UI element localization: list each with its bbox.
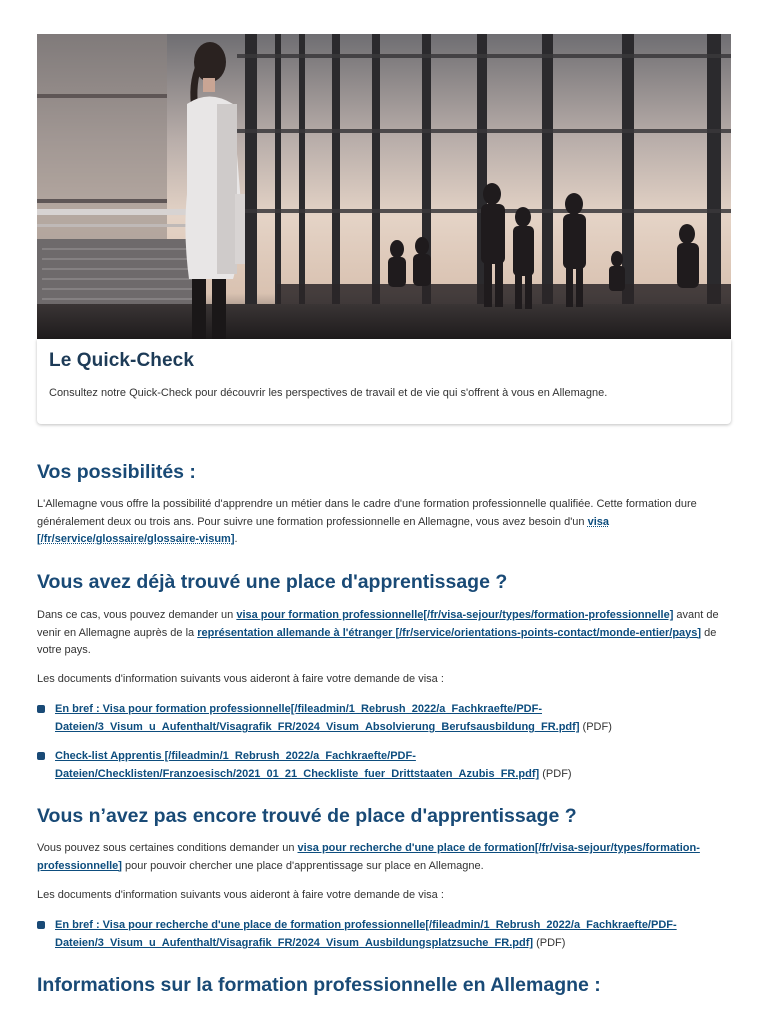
quick-check-title[interactable]: Le Quick-Check: [49, 350, 195, 371]
text-b: avant de venir en Allemagne auprès de la: [37, 609, 719, 639]
link-pdf-checklist-apprentis[interactable]: Check-list Apprentis [/fileadmin/1_Rebrush_2022/a_Fachkraefte/PDF-Dateien/Checklisten/Franzoesisch/2021_01_21_Checkliste_fuer_Drittstaaten_Azubis_FR.pdf]: [55, 750, 540, 780]
docs-intro-2: Les documents d'information suivants vous aideront à faire votre demande de visa :: [37, 889, 444, 901]
paragraph-place-non-trouvee: [37, 840, 731, 875]
bullet-icon: [37, 705, 45, 713]
text-b: pour pouvoir chercher une place d'apprentissage sur place en Allemagne.: [121, 859, 484, 872]
quick-check-card[interactable]: [37, 339, 731, 424]
quick-check-description: Consultez notre Quick-Check pour découvrir les perspectives de travail et de vie qui s'offrent à vous en Allemagne.: [49, 387, 608, 399]
text-c: de votre pays.: [37, 626, 717, 656]
list-item-text: [55, 916, 731, 952]
text-a: Dans ce cas, vous pouvez demander un: [37, 609, 237, 621]
heading-place-non-trouvee: Vous n’avez pas encore trouvé de place d'apprentissage ?: [37, 805, 577, 827]
pdf-label: (PDF): [539, 768, 572, 780]
link-visa-formation-pro[interactable]: visa pour formation professionnelle[/fr/visa-sejour/types/formation-professionnelle]: [236, 609, 674, 621]
list-item: [37, 916, 731, 952]
hero-image: [37, 34, 731, 339]
list-item: [37, 700, 731, 736]
link-visa-path: [/fr/service/glossaire/glossaire-visum]: [37, 533, 235, 545]
text-period: .: [234, 533, 238, 545]
list-item: [37, 747, 731, 783]
paragraph-possibilites: [37, 496, 731, 549]
list-item-text: [55, 747, 731, 783]
docs-intro-1: Les documents d'information suivants vous aideront à faire votre demande de visa :: [37, 673, 444, 685]
bullet-icon: [37, 921, 45, 929]
heading-vos-possibilites: Vos possibilités :: [37, 461, 196, 483]
paragraph-place-trouvee: [37, 607, 731, 660]
link-visa-recherche-formation[interactable]: visa pour recherche d'une place de formation[/fr/visa-sejour/types/formation-professionnelle]: [37, 842, 700, 872]
pdf-label: (PDF): [533, 937, 566, 949]
link-pdf-visa-recherche[interactable]: En bref : Visa pour recherche d'une place de formation professionnelle[/fileadmin/1_Rebrush_2022/a_Fachkraefte/PDF-Dateien/3_Visum_u_Aufenthalt/Visagrafik_FR/2024_Visum_Ausbildungsplatzsuche_FR.pdf]: [55, 919, 677, 949]
bullet-icon: [37, 752, 45, 760]
link-representation-allemande[interactable]: représentation allemande à l'étranger [/fr/service/orientations-points-contact/monde-entier/pays]: [197, 626, 702, 639]
text-intro: L'Allemagne vous offre la possibilité d'apprendre un métier dans le cadre d'une formation professionnelle qualifiée. Cette formation dure généralement deux ou trois ans. Pour suivre une formation professionnelle en Allemagne, vous avez besoin d'un: [37, 498, 697, 528]
link-visa-word: visa: [587, 515, 610, 528]
pdf-label: (PDF): [579, 721, 612, 733]
link-pdf-visa-formation[interactable]: En bref : Visa pour formation professionnelle[/fileadmin/1_Rebrush_2022/a_Fachkraefte/PDF-Dateien/3_Visum_u_Aufenthalt/Visagrafik_FR/2024_Visum_Absolvierung_Berufsausbildung_FR.pdf]: [55, 703, 580, 733]
heading-informations-formation: Informations sur la formation professionnelle en Allemagne :: [37, 974, 601, 996]
text-a: Vous pouvez sous certaines conditions demander un: [37, 842, 298, 854]
list-item-text: [55, 700, 731, 736]
heading-place-trouvee: Vous avez déjà trouvé une place d'apprentissage ?: [37, 571, 508, 593]
